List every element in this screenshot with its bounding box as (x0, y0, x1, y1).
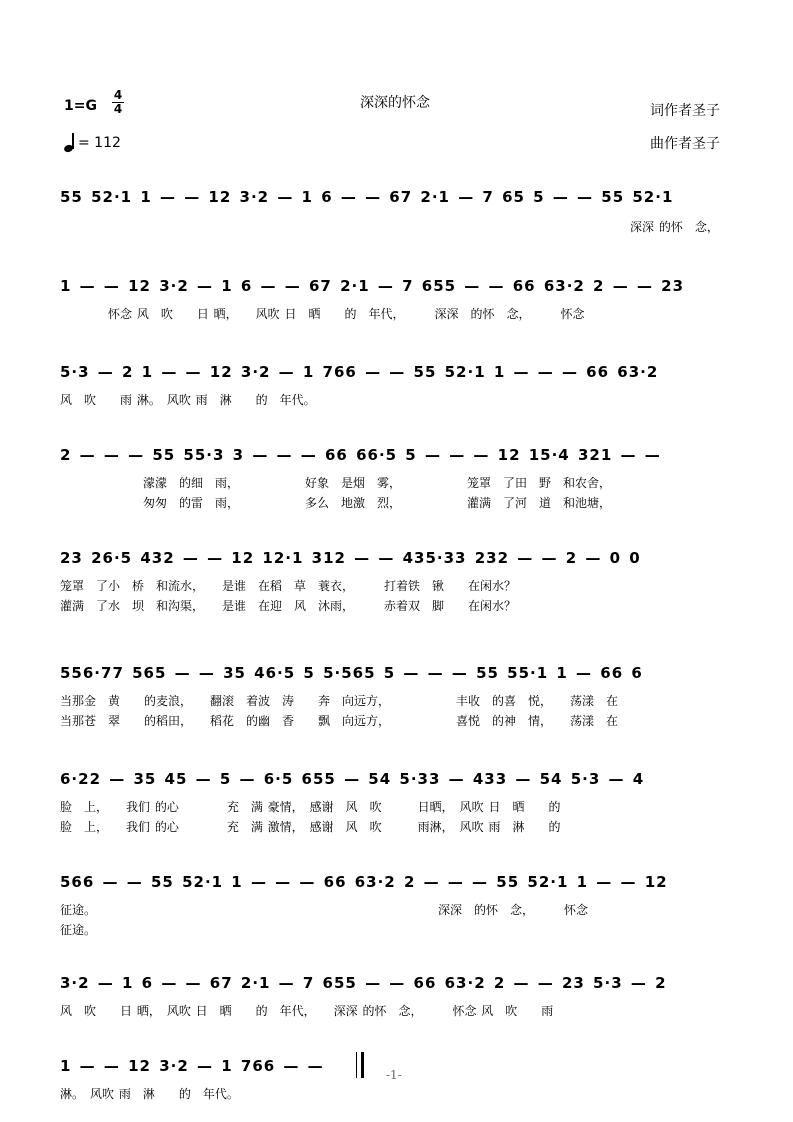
tempo-marking (64, 132, 121, 152)
lyrics-line-5a: 笼罩 了小 桥 和流水， 是谁 在稻 草 蓑衣， 打着铁 锹 在闲水？ (60, 579, 517, 593)
time-signature-top: 4 (113, 88, 123, 102)
tempo-value: = 112 (78, 135, 121, 151)
lyrics-line-6b: 当那苍 翠 的稻田， 稻花 的幽 香 飘 向远方， 喜悦 的神 情， 荡漾 在 (60, 714, 619, 728)
lyrics-line-7b: 脸 上， 我们 的心 充 满 激情， 感谢 风 吹 雨淋， 风吹 雨 淋 的 (60, 820, 561, 834)
time-signature (112, 89, 124, 116)
lyrics-line-4a: 濛濛 的细 雨， 好象 是烟 雾， 笼罩 了田 野 和农舍， (143, 476, 612, 490)
composer: 曲作者圣子 (650, 136, 720, 152)
lyricist: 词作者圣子 (650, 103, 720, 119)
lyrics-line-1: 深深 的怀 念， (630, 220, 719, 234)
notation-line-9: 3·2 — 1 6 — — 67 2·1 — 7 655 — — 66 63·2 2 — — 23 5·3 — 2 (60, 974, 667, 992)
quarter-note-icon (64, 132, 78, 152)
lyrics-line-4b: 匆匆 的雷 雨， 多么 地激 烈， 灌满 了河 道 和池塘， (143, 496, 612, 510)
song-title: 深深的怀念 (360, 95, 430, 111)
time-signature-bottom: 4 (113, 102, 123, 116)
notation-line-5: 23 26·5 432 — — 12 12·1 312 — — 435·33 232 — — 2 — 0 0 (60, 549, 641, 567)
lyrics-line-10: 淋。 风吹 雨 淋 的 年代。 (60, 1087, 239, 1101)
notation-line-10: 1 — — 12 3·2 — 1 766 — — (60, 1057, 324, 1075)
lyrics-line-8a: 征途。 深深 的怀 念， 怀念 (60, 903, 589, 917)
notation-line-7: 6·22 — 35 45 — 5 — 6·5 655 — 54 5·33 — 433 — 54 5·3 — 4 (60, 770, 645, 788)
notation-line-3: 5·3 — 2 1 — — 12 3·2 — 1 766 — — 55 52·1 1 — — — 66 63·2 (60, 363, 659, 381)
notation-line-2: 1 — — 12 3·2 — 1 6 — — 67 2·1 — 7 655 — — 66 63·2 2 — — 23 (60, 277, 685, 295)
lyrics-line-8b: 征途。 (60, 923, 97, 937)
notation-line-4: 2 — — — 55 55·3 3 — — — 66 66·5 5 — — — 12 15·4 321 — — (60, 446, 661, 464)
page-number: -1- (386, 1068, 402, 1082)
notation-line-1: 55 52·1 1 — — 12 3·2 — 1 6 — — 67 2·1 — 7 65 5 — — 55 52·1 (60, 188, 674, 206)
final-barline (356, 1052, 364, 1078)
lyrics-line-9: 风 吹 日 晒， 风吹 日 晒 的 年代， 深深 的怀 念， 怀念 风 吹 雨 (60, 1004, 554, 1018)
lyrics-line-5b: 灌满 了水 坝 和沟渠， 是谁 在迎 风 沐雨， 赤着双 脚 在闲水？ (60, 599, 517, 613)
lyrics-line-6a: 当那金 黄 的麦浪， 翻滚 着波 涛 奔 向远方， 丰收 的喜 悦， 荡漾 在 (60, 694, 619, 708)
notation-line-8: 566 — — 55 52·1 1 — — — 66 63·2 2 — — — 55 52·1 1 — — 12 (60, 873, 668, 891)
notation-line-6: 556·77 565 — — 35 46·5 5 5·565 5 — — — 55 55·1 1 — 66 6 (60, 664, 643, 682)
lyrics-line-3: 风 吹 雨 淋。 风吹 雨 淋 的 年代。 (60, 393, 316, 407)
key-signature: 1=G (64, 98, 97, 114)
lyrics-line-2: 怀念 风 吹 日 晒， 风吹 日 晒 的 年代， 深深 的怀 念， 怀念 (108, 307, 585, 321)
lyrics-line-7a: 脸 上， 我们 的心 充 满 豪情， 感谢 风 吹 日晒， 风吹 日 晒 的 (60, 800, 561, 814)
